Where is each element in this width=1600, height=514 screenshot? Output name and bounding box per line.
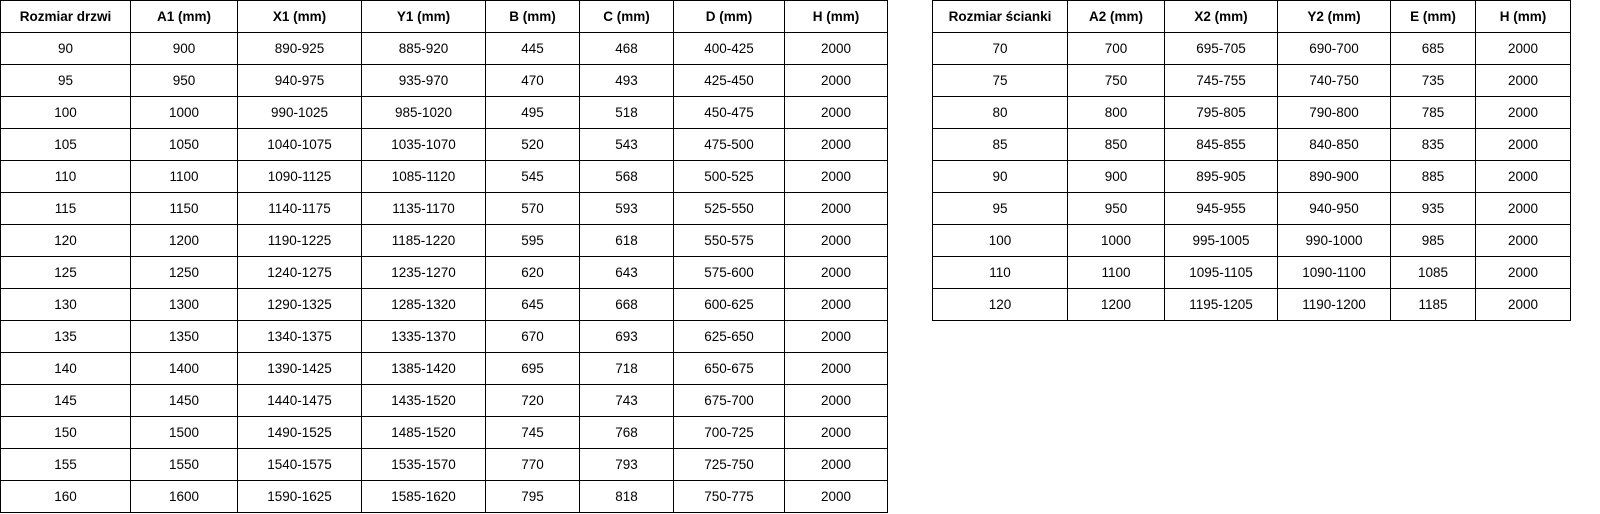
table-cell: 543 [580,129,674,161]
table-cell: 2000 [785,193,888,225]
table-cell: 885-920 [362,33,486,65]
table-row [933,129,1571,161]
table-cell: 2000 [1476,129,1571,161]
table-cell: 625-650 [674,321,785,353]
table-cell: 1240-1275 [238,257,362,289]
column-header: A2 (mm) [1068,1,1165,33]
table-cell: 1000 [1068,225,1165,257]
table-row [933,97,1571,129]
table-cell: 1290-1325 [238,289,362,321]
table-cell: 650-675 [674,353,785,385]
table-cell: 550-575 [674,225,785,257]
table-cell: 1335-1370 [362,321,486,353]
column-header: B (mm) [486,1,580,33]
table-cell: 568 [580,161,674,193]
column-header: Rozmiar ścianki [933,1,1068,33]
table-row [933,193,1571,225]
table-cell: 1600 [131,481,238,513]
table-cell: 75 [933,65,1068,97]
table-cell: 445 [486,33,580,65]
table-cell: 700-725 [674,417,785,449]
table-cell: 120 [1,225,131,257]
table-cell: 743 [580,385,674,417]
table-cell: 115 [1,193,131,225]
table-cell: 840-850 [1278,129,1391,161]
table-cell: 2000 [1476,65,1571,97]
table-cell: 105 [1,129,131,161]
table-cell: 1190-1225 [238,225,362,257]
table-cell: 545 [486,161,580,193]
table-cell: 2000 [785,161,888,193]
table-cell: 990-1000 [1278,225,1391,257]
table-cell: 940-950 [1278,193,1391,225]
table-cell: 1585-1620 [362,481,486,513]
table-row [933,257,1571,289]
table-cell: 1000 [131,97,238,129]
table-cell: 95 [933,193,1068,225]
table-cell: 2000 [785,65,888,97]
table-cell: 1400 [131,353,238,385]
table-cell: 95 [1,65,131,97]
table-cell: 1140-1175 [238,193,362,225]
table-cell: 740-750 [1278,65,1391,97]
table-cell: 950 [1068,193,1165,225]
table-cell: 100 [1,97,131,129]
table-cell: 725-750 [674,449,785,481]
table-cell: 2000 [785,129,888,161]
table-cell: 2000 [1476,225,1571,257]
table-cell: 675-700 [674,385,785,417]
table-cell: 940-975 [238,65,362,97]
table-cell: 80 [933,97,1068,129]
table-cell: 518 [580,97,674,129]
column-header: X2 (mm) [1165,1,1278,33]
table-cell: 670 [486,321,580,353]
table-cell: 1095-1105 [1165,257,1278,289]
table-cell: 575-600 [674,257,785,289]
table-cell: 745 [486,417,580,449]
table-cell: 618 [580,225,674,257]
table-cell: 1500 [131,417,238,449]
table-cell: 1040-1075 [238,129,362,161]
table-cell: 1285-1320 [362,289,486,321]
table-row [1,321,888,353]
table-cell: 470 [486,65,580,97]
table-cell: 1385-1420 [362,353,486,385]
table-cell: 643 [580,257,674,289]
table-row [933,289,1571,321]
table-row [1,449,888,481]
table-cell: 140 [1,353,131,385]
table-row [1,161,888,193]
table-cell: 1050 [131,129,238,161]
table-cell: 130 [1,289,131,321]
table-cell: 1450 [131,385,238,417]
table-cell: 1085-1120 [362,161,486,193]
table-cell: 493 [580,65,674,97]
table-cell: 1100 [131,161,238,193]
table-cell: 135 [1,321,131,353]
table-cell: 995-1005 [1165,225,1278,257]
table-cell: 685 [1391,33,1476,65]
doors-table-body [1,33,888,513]
table-cell: 895-905 [1165,161,1278,193]
table-cell: 985-1020 [362,97,486,129]
table-cell: 2000 [785,385,888,417]
table-cell: 475-500 [674,129,785,161]
table-cell: 745-755 [1165,65,1278,97]
table-cell: 400-425 [674,33,785,65]
table-cell: 890-900 [1278,161,1391,193]
table-cell: 795 [486,481,580,513]
table-cell: 1135-1170 [362,193,486,225]
table-cell: 593 [580,193,674,225]
table-cell: 770 [486,449,580,481]
table-row [1,225,888,257]
table-cell: 695 [486,353,580,385]
table-cell: 2000 [1476,161,1571,193]
table-cell: 1200 [1068,289,1165,321]
table-row [1,65,888,97]
table-row [933,65,1571,97]
walls-table-header [933,1,1571,33]
table-cell: 155 [1,449,131,481]
table-cell: 1185-1220 [362,225,486,257]
table-cell: 110 [1,161,131,193]
table-cell: 595 [486,225,580,257]
table-cell: 2000 [1476,257,1571,289]
table-cell: 1340-1375 [238,321,362,353]
table-cell: 900 [1068,161,1165,193]
walls-dimensions-table [932,0,1571,321]
table-cell: 935-970 [362,65,486,97]
table-cell: 1390-1425 [238,353,362,385]
table-row [933,225,1571,257]
table-cell: 785 [1391,97,1476,129]
column-header: C (mm) [580,1,674,33]
table-cell: 945-955 [1165,193,1278,225]
table-cell: 2000 [1476,289,1571,321]
table-cell: 160 [1,481,131,513]
column-header: Rozmiar drzwi [1,1,131,33]
table-cell: 2000 [785,225,888,257]
column-header: H (mm) [1476,1,1571,33]
table-cell: 110 [933,257,1068,289]
table-cell: 2000 [1476,97,1571,129]
table-cell: 645 [486,289,580,321]
table-row [1,385,888,417]
table-row [933,33,1571,65]
table-cell: 1440-1475 [238,385,362,417]
table-cell: 2000 [785,449,888,481]
table-cell: 2000 [785,33,888,65]
table-row [1,129,888,161]
table-cell: 1035-1070 [362,129,486,161]
table-row [1,193,888,225]
table-cell: 1540-1575 [238,449,362,481]
table-cell: 1350 [131,321,238,353]
table-cell: 2000 [1476,33,1571,65]
table-cell: 768 [580,417,674,449]
table-cell: 835 [1391,129,1476,161]
table-cell: 1090-1125 [238,161,362,193]
table-cell: 90 [1,33,131,65]
table-cell: 468 [580,33,674,65]
table-cell: 1200 [131,225,238,257]
table-cell: 750-775 [674,481,785,513]
table-cell: 695-705 [1165,33,1278,65]
table-cell: 1250 [131,257,238,289]
column-header: E (mm) [1391,1,1476,33]
table-cell: 1490-1525 [238,417,362,449]
table-cell: 1090-1100 [1278,257,1391,289]
table-cell: 700 [1068,33,1165,65]
table-row [1,257,888,289]
table-cell: 890-925 [238,33,362,65]
table-cell: 120 [933,289,1068,321]
table-cell: 735 [1391,65,1476,97]
table-cell: 935 [1391,193,1476,225]
column-header: H (mm) [785,1,888,33]
table-cell: 1100 [1068,257,1165,289]
table-cell: 885 [1391,161,1476,193]
table-cell: 520 [486,129,580,161]
table-cell: 100 [933,225,1068,257]
table-cell: 668 [580,289,674,321]
table-cell: 950 [131,65,238,97]
table-cell: 600-625 [674,289,785,321]
table-cell: 750 [1068,65,1165,97]
table-cell: 850 [1068,129,1165,161]
table-cell: 1550 [131,449,238,481]
table-row [1,481,888,513]
table-cell: 1435-1520 [362,385,486,417]
table-header-row [1,1,888,33]
table-cell: 1485-1520 [362,417,486,449]
table-cell: 90 [933,161,1068,193]
table-cell: 790-800 [1278,97,1391,129]
table-cell: 718 [580,353,674,385]
table-row [1,353,888,385]
table-cell: 150 [1,417,131,449]
table-row [933,161,1571,193]
table-cell: 1085 [1391,257,1476,289]
table-cell: 900 [131,33,238,65]
table-cell: 795-805 [1165,97,1278,129]
walls-table-body [933,33,1571,321]
column-header: Y1 (mm) [362,1,486,33]
table-cell: 85 [933,129,1068,161]
table-cell: 1590-1625 [238,481,362,513]
column-header: D (mm) [674,1,785,33]
table-header-row [933,1,1571,33]
table-cell: 525-550 [674,193,785,225]
table-cell: 2000 [785,481,888,513]
walls-dimensions-table-container [932,0,1564,321]
table-cell: 70 [933,33,1068,65]
table-cell: 2000 [785,417,888,449]
column-header: X1 (mm) [238,1,362,33]
table-row [1,417,888,449]
table-cell: 2000 [785,321,888,353]
table-cell: 2000 [1476,193,1571,225]
table-cell: 990-1025 [238,97,362,129]
table-cell: 495 [486,97,580,129]
table-row [1,33,888,65]
table-cell: 570 [486,193,580,225]
table-cell: 1235-1270 [362,257,486,289]
table-cell: 125 [1,257,131,289]
table-cell: 450-475 [674,97,785,129]
table-cell: 845-855 [1165,129,1278,161]
table-cell: 800 [1068,97,1165,129]
table-cell: 1185 [1391,289,1476,321]
table-cell: 985 [1391,225,1476,257]
table-cell: 425-450 [674,65,785,97]
table-cell: 690-700 [1278,33,1391,65]
table-cell: 2000 [785,353,888,385]
column-header: A1 (mm) [131,1,238,33]
table-cell: 1195-1205 [1165,289,1278,321]
table-cell: 2000 [785,289,888,321]
table-cell: 145 [1,385,131,417]
table-row [1,97,888,129]
table-cell: 1190-1200 [1278,289,1391,321]
table-cell: 1300 [131,289,238,321]
doors-table-header [1,1,888,33]
column-header: Y2 (mm) [1278,1,1391,33]
table-cell: 693 [580,321,674,353]
table-cell: 500-525 [674,161,785,193]
table-cell: 1535-1570 [362,449,486,481]
table-cell: 620 [486,257,580,289]
table-cell: 793 [580,449,674,481]
table-row [1,289,888,321]
table-cell: 2000 [785,97,888,129]
table-cell: 818 [580,481,674,513]
table-cell: 1150 [131,193,238,225]
table-cell: 720 [486,385,580,417]
table-cell: 2000 [785,257,888,289]
